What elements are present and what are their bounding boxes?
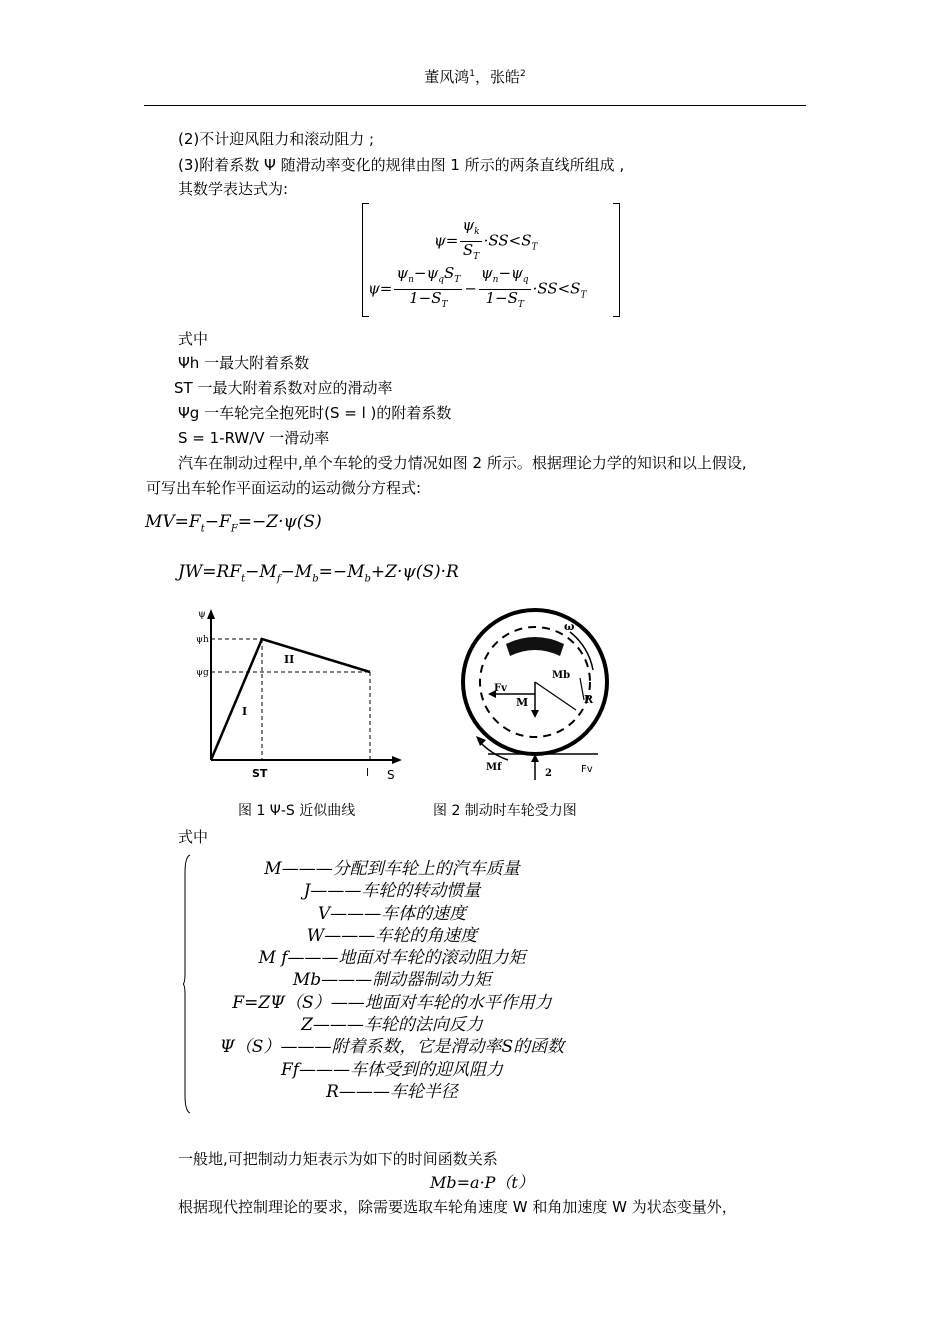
header-rule — [144, 105, 806, 106]
formula-line-2: ψ= $\frac{\psi_n-\psi_qS_T}{1-S_T}$ − $\frac{\psi_n-\psi_q}{1-S_T}$ $\cdot SS<S_T$ — [368, 264, 587, 310]
equation-mv: $MV=F_t-F_F=-Z\cdot\psi(S)$ — [145, 512, 322, 535]
variable-line: Mb———制动器制动力矩 — [292, 970, 492, 991]
para-braking: 汽车在制动过程中,单个车轮的受力情况如图 2 所示。根据理论力学的知识和以上假设, — [178, 454, 747, 472]
fig1-y-arrow — [207, 609, 215, 619]
variable-line: V———车体的速度 — [317, 903, 467, 924]
fig2-label-fv: Fv — [494, 683, 507, 694]
fig1-x-arrow — [392, 756, 402, 764]
fig2-label-r: R — [584, 693, 594, 706]
para-assumption-3: (3)附着系数 Ψ 随滑动率变化的规律由图 1 所示的两条直线所组成 , — [178, 156, 625, 174]
fig2-label-two: 2 — [545, 768, 552, 779]
equation-jw: $JW=RF_t-M_f-M_b=-M_b+Z\cdot\psi(S)\cdot R$ — [178, 562, 459, 585]
para-where-1: 式中 — [178, 330, 209, 348]
para-expression-intro: 其数学表达式为: — [178, 180, 289, 198]
figure-1-caption: 图 1 Ψ-S 近似曲线 — [238, 803, 356, 819]
formula-line-1: ψ= $\frac{\psi_k}{S_T}$ $\cdot SS<S_T$ — [434, 216, 538, 262]
para-brake-torque-intro: 一般地,可把制动力矩表示为如下的时间函数关系 — [178, 1150, 498, 1168]
variable-line: Ff———车体受到的迎风阻力 — [280, 1059, 504, 1080]
para-slip: S = 1-RW/V 一滑动率 — [178, 429, 330, 447]
variable-line: M f———地面对车轮的滚动阻力矩 — [258, 948, 526, 969]
equation-mb: Mb=a·P（t） — [430, 1173, 534, 1192]
fig1-label-segment-2: II — [284, 653, 295, 666]
variable-line: F=ZΨ（S）——地面对车轮的水平作用力 — [232, 992, 552, 1013]
variable-line: J———车轮的转动惯量 — [303, 881, 481, 902]
figure-2-wheel-forces — [448, 600, 618, 785]
fig2-m-arrowhead — [531, 710, 539, 718]
fig1-label-st: ST — [252, 767, 268, 780]
fig2-label-mb: Mb — [552, 670, 571, 681]
fig2-label-m: M — [516, 696, 529, 709]
variable-line: Ψ（S）———附着系数，它是滑动率S的函数 — [219, 1037, 565, 1058]
para-psi-g: Ψg 一车轮完全抱死时(S = l )的附着系数 — [178, 404, 452, 422]
variable-line: M———分配到车轮上的汽车质量 — [264, 859, 520, 879]
figure-1-psi-s-curve — [190, 605, 410, 785]
formula-bracket-right — [613, 203, 620, 317]
fig2-radius — [535, 682, 576, 710]
variable-line: W———车轮的角速度 — [306, 925, 478, 946]
fig1-label-psi: ψ — [198, 609, 206, 620]
fig2-label-omega: ω — [564, 620, 575, 633]
fig1-label-segment-1: I — [242, 705, 248, 718]
figure-2-caption: 图 2 制动时车轮受力图 — [433, 803, 577, 819]
fig2-label-fv-ground: Fv — [581, 764, 593, 775]
variable-line: R———车轮半径 — [326, 1081, 458, 1102]
fig1-label-one: l — [366, 766, 370, 779]
fig1-label-s: S — [387, 768, 395, 782]
para-state-variables: 根据现代控制理论的要求，除需要选取车轮角速度 W 和角加速度 W 为状态变量外， — [178, 1198, 737, 1216]
fig1-label-psi-g: ψg — [196, 668, 209, 678]
fig1-label-psi-h: ψh — [196, 635, 209, 645]
variables-brace — [183, 853, 191, 1115]
page-header: 董风鸿$^1$，张皓$^2$ — [424, 68, 526, 86]
para-where-2: 式中 — [178, 828, 209, 846]
fig2-label-mf: Mf — [486, 762, 502, 773]
para-assumption-2: (2)不计迎风阻力和滚动阻力 ; — [178, 130, 375, 148]
para-psi-h: Ψh 一最大附着系数 — [178, 354, 310, 372]
para-equations-intro: 可写出车轮作平面运动的运动微分方程式: — [146, 479, 422, 497]
variables-list — [192, 858, 592, 1103]
piecewise-formula — [362, 203, 620, 315]
para-st: ST 一最大附着系数对应的滑动率 — [174, 379, 393, 397]
fig2-brake-pad — [506, 637, 564, 656]
variable-line: Z———车轮的法向反力 — [301, 1015, 483, 1036]
fig2-mf-arrowhead — [476, 736, 486, 746]
